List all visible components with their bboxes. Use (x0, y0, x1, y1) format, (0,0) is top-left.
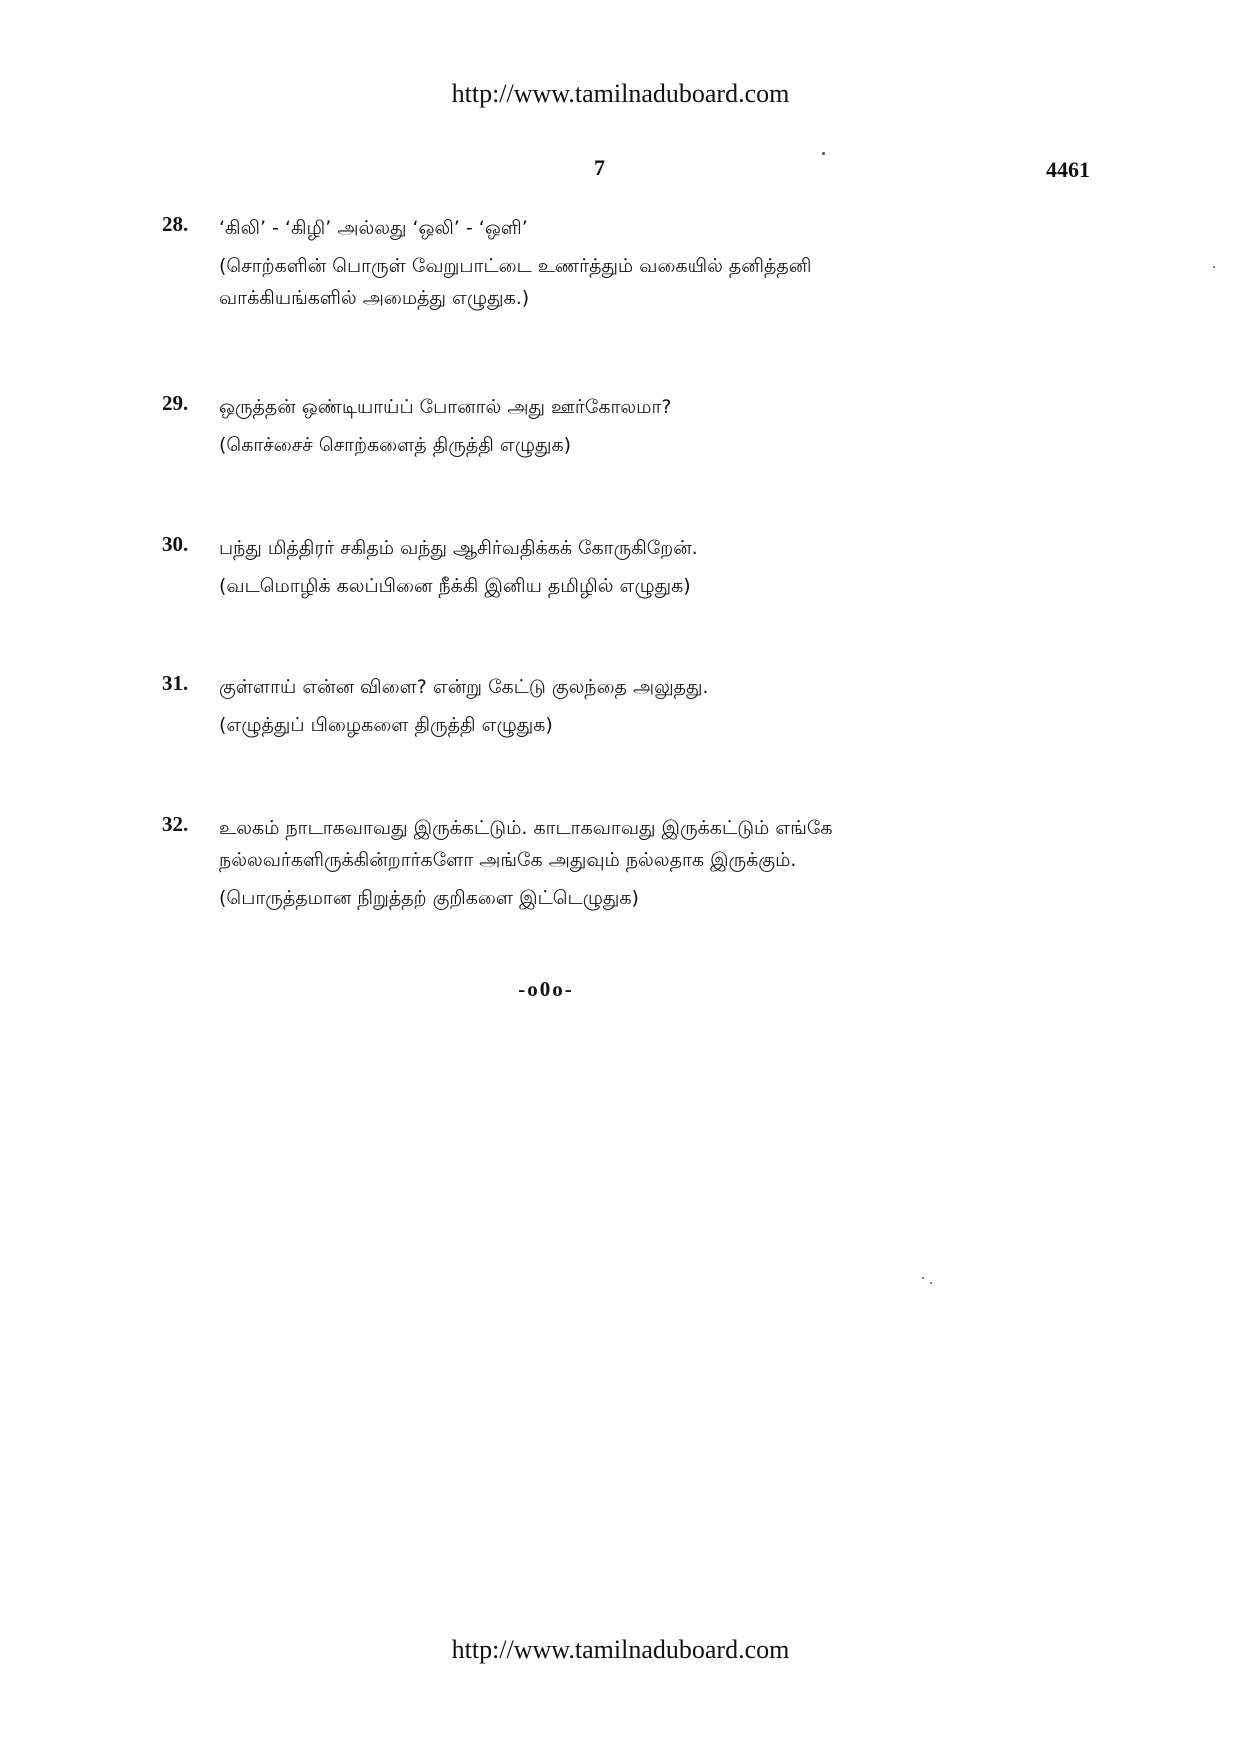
question-text: உலகம் நாடாகவாவது இருக்கட்டும். காடாகவாவது இருக்கட்டும் எங்கே (219, 817, 833, 839)
question-body (219, 671, 1049, 741)
question-body (219, 391, 1049, 461)
question-instruction: (கொச்சைச் சொற்களைத் திருத்தி எழுதுக) (219, 434, 572, 456)
question-text: குள்ளாய் என்ன விளை? என்று கேட்டு குலந்தை அலுதது. (219, 676, 709, 698)
question-number: 29. (162, 391, 189, 415)
question-text: ஒருத்தன் ஒண்டியாய்ப் போனால் அது ஊர்கோலமா? (219, 396, 672, 418)
scan-speck (822, 152, 825, 155)
question-number: 28. (162, 212, 189, 236)
scan-speck (922, 1277, 924, 1279)
header-url: http://www.tamilnaduboard.com (451, 79, 790, 108)
question-number: 32. (162, 812, 189, 836)
question-body (219, 812, 1049, 914)
question-instruction: (வடமொழிக் கலப்பினை நீக்கி இனிய தமிழில் எழுதுக) (219, 575, 691, 597)
question-text: பந்து மித்திரர் சகிதம் வந்து ஆசிர்வதிக்கக் கோருகிறேன். (219, 537, 698, 559)
footer-url: http://www.tamilnaduboard.com (451, 1635, 790, 1664)
scan-speck (1213, 266, 1215, 268)
end-of-paper-mark: -o0o- (518, 977, 574, 1001)
paper-code: 4461 (1046, 157, 1090, 182)
question-body (219, 212, 1049, 314)
scan-speck (930, 1282, 932, 1284)
question-text: நல்லவர்களிருக்கின்றார்களோ அங்கே அதுவும் நல்லதாக இருக்கும். (219, 849, 797, 871)
question-instruction: வாக்கியங்களில் அமைத்து எழுதுக.) (219, 287, 530, 309)
question-instruction: (சொற்களின் பொருள் வேறுபாட்டை உணர்த்தும் வகையில் தனித்தனி (219, 255, 812, 277)
question-number: 30. (162, 532, 189, 556)
question-body (219, 532, 1049, 602)
question-text: ‘கிலி’ - ‘கிழி’ அல்லது ‘ஒலி’ - ‘ஒளி’ (219, 217, 528, 239)
question-instruction: (எழுத்துப் பிழைகளை திருத்தி எழுதுக) (219, 714, 553, 736)
question-instruction: (பொருத்தமான நிறுத்தற் குறிகளை இட்டெழுதுக) (219, 887, 639, 909)
page-number: 7 (594, 155, 605, 180)
question-number: 31. (162, 671, 189, 695)
